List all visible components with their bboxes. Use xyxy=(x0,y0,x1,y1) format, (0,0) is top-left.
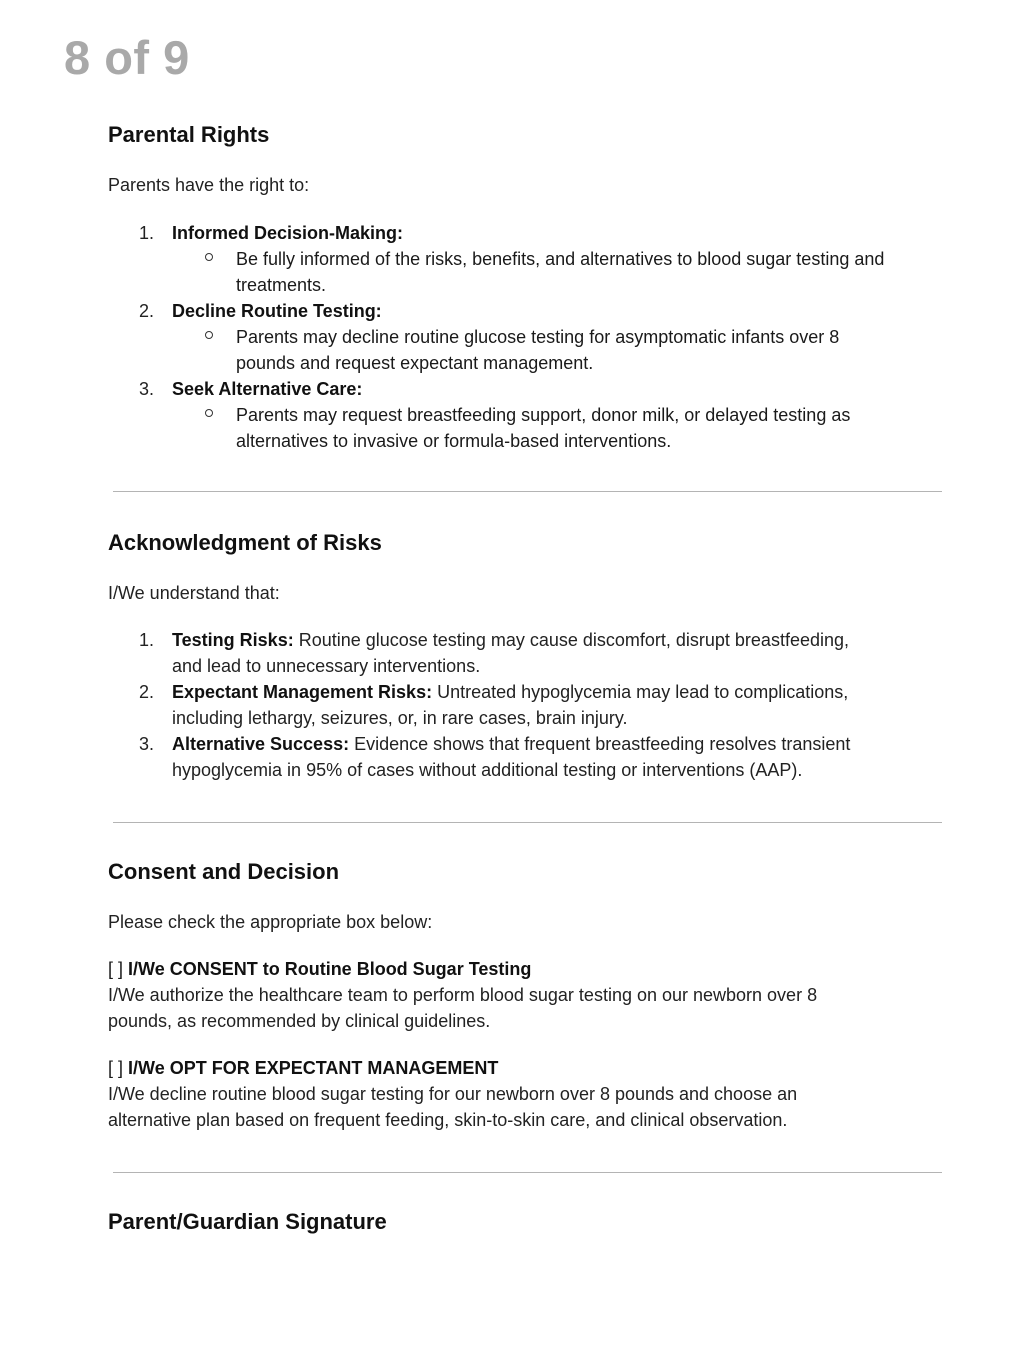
acknowledgment-section xyxy=(108,528,958,783)
list-item-title: Testing Risks: xyxy=(172,630,294,650)
list-item xyxy=(108,731,958,783)
list-number: 3. xyxy=(139,734,155,754)
sub-bullet-item xyxy=(108,402,958,454)
option-description: I/We decline routine blood sugar testing for our newborn over 8 pounds and choose an xyxy=(108,1084,798,1104)
signature-section xyxy=(108,1207,958,1237)
consent-option xyxy=(108,956,958,1034)
list-item-title: Informed Decision-Making: xyxy=(172,223,404,243)
hollow-bullet-icon xyxy=(205,331,213,339)
acknowledgment-list xyxy=(108,627,958,783)
list-item-text: and lead to unnecessary interventions. xyxy=(172,656,481,676)
list-item-text: hypoglycemia in 95% of cases without additional testing or interventions (AAP). xyxy=(172,760,803,780)
list-item xyxy=(108,627,958,679)
option-title: I/We OPT FOR EXPECTANT MANAGEMENT xyxy=(128,1058,499,1078)
consent-option xyxy=(108,1055,958,1133)
sub-bullet-item xyxy=(108,246,958,298)
consent-heading: Consent and Decision xyxy=(108,859,340,884)
list-item xyxy=(108,220,958,246)
list-item xyxy=(108,376,958,402)
consent-section xyxy=(108,857,958,1133)
parental-rights-heading: Parental Rights xyxy=(108,122,270,147)
list-number: 2. xyxy=(139,301,155,321)
list-number: 2. xyxy=(139,682,155,702)
list-item xyxy=(108,679,958,731)
option-description: I/We authorize the healthcare team to perform blood sugar testing on our newborn over 8 xyxy=(108,985,818,1005)
sub-bullet-line: pounds and request expectant management. xyxy=(236,353,594,373)
option-description: pounds, as recommended by clinical guidelines. xyxy=(108,1011,491,1031)
list-item-text: Untreated hypoglycemia may lead to complications, xyxy=(432,682,849,702)
list-item-text: including lethargy, seizures, or, in rare cases, brain injury. xyxy=(172,708,628,728)
sub-bullet-line: alternatives to invasive or formula-based interventions. xyxy=(236,431,672,451)
list-item-title: Alternative Success: xyxy=(172,734,350,754)
list-number: 3. xyxy=(139,379,155,399)
sub-bullet-line: Be fully informed of the risks, benefits, and alternatives to blood sugar testing and xyxy=(236,249,885,269)
sub-bullet-line: treatments. xyxy=(236,275,327,295)
section-divider xyxy=(113,822,942,823)
sub-bullet-item xyxy=(108,324,958,376)
list-item-title: Expectant Management Risks: xyxy=(172,682,433,702)
parental-rights-list xyxy=(108,220,958,454)
list-item-text: Routine glucose testing may cause discomfort, disrupt breastfeeding, xyxy=(293,630,849,650)
parental-rights-section xyxy=(108,120,958,454)
hollow-bullet-icon xyxy=(205,409,213,417)
section-divider xyxy=(113,1172,942,1173)
consent-intro: Please check the appropriate box below: xyxy=(108,912,433,932)
list-item-title: Decline Routine Testing: xyxy=(172,301,382,321)
section-divider xyxy=(113,491,942,492)
list-number: 1. xyxy=(139,223,155,243)
signature-heading: Parent/Guardian Signature xyxy=(108,1209,387,1234)
checkbox[interactable]: [ ] xyxy=(108,1058,124,1078)
list-number: 1. xyxy=(139,630,155,650)
acknowledgment-intro: I/We understand that: xyxy=(108,583,280,603)
option-description: alternative plan based on frequent feeding, skin-to-skin care, and clinical observation. xyxy=(108,1110,788,1130)
sub-bullet-line: Parents may request breastfeeding support, donor milk, or delayed testing as xyxy=(236,405,851,425)
option-title: I/We CONSENT to Routine Blood Sugar Testing xyxy=(128,959,532,979)
sub-bullet-line: Parents may decline routine glucose testing for asymptomatic infants over 8 xyxy=(236,327,840,347)
parental-rights-intro: Parents have the right to: xyxy=(108,175,310,195)
acknowledgment-heading: Acknowledgment of Risks xyxy=(108,530,382,555)
checkbox[interactable]: [ ] xyxy=(108,959,124,979)
list-item xyxy=(108,298,958,324)
page-indicator: 8 of 9 xyxy=(64,31,190,84)
list-item-title: Seek Alternative Care: xyxy=(172,379,363,399)
hollow-bullet-icon xyxy=(205,253,213,261)
list-item-text: Evidence shows that frequent breastfeeding resolves transient xyxy=(349,734,851,754)
